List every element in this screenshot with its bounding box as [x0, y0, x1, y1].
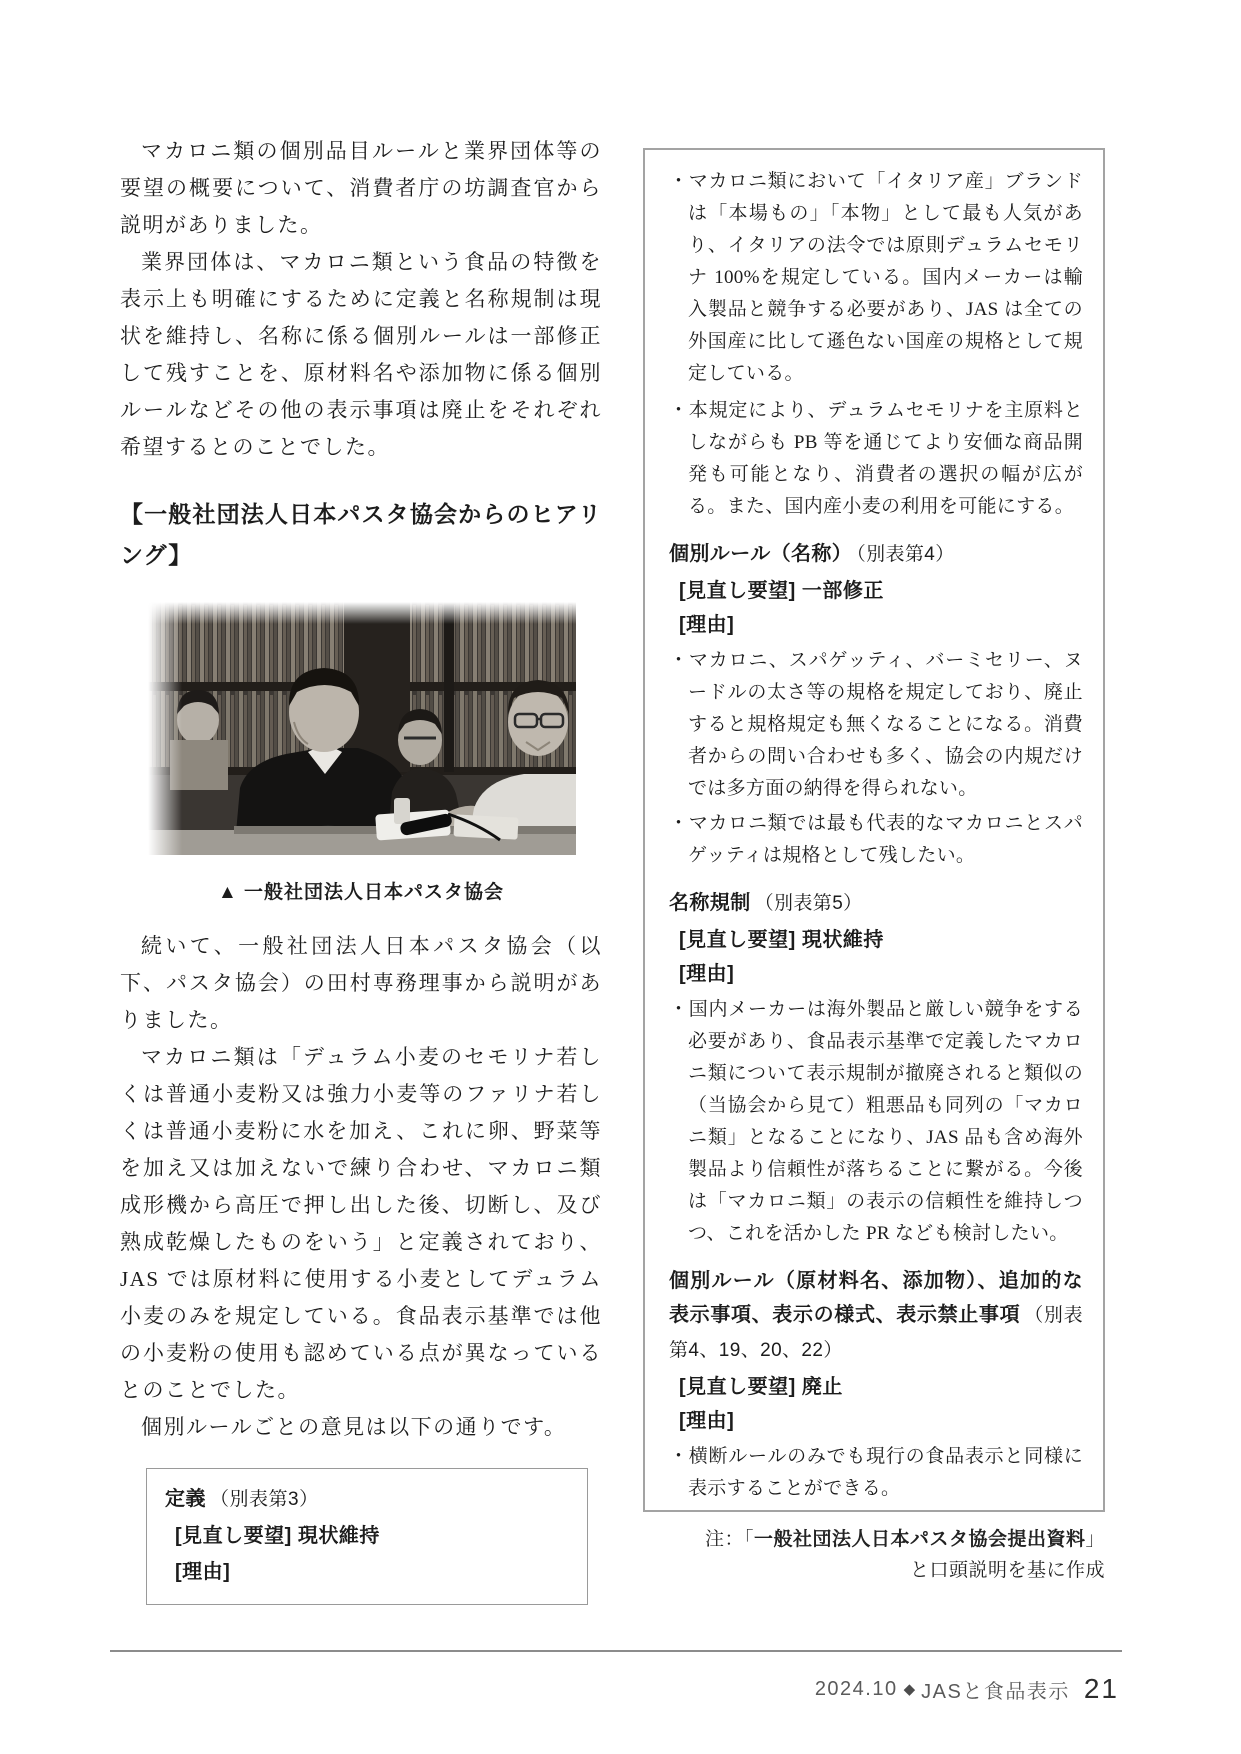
- rule-title: [669, 1264, 1083, 1368]
- source-note-line2: と口頭説明を基に作成: [909, 1560, 1105, 1581]
- rule-title-reference: （別表第5）: [754, 893, 863, 914]
- rule-title-text: 個別ルール（原材料名、添加物）、追加的な表示事項、表示の様式、表示禁止事項: [669, 1270, 1083, 1326]
- rule-title-reference: （別表第3）: [210, 1489, 319, 1510]
- rule-title: [669, 537, 1083, 572]
- paragraph: 続いて、一般社団法人日本パスタ協会（以下、パスタ協会）の田村専務理事から説明がありました。: [120, 934, 602, 1032]
- paragraph: 個別ルールごとの意見は以下の通りです。: [141, 1415, 567, 1439]
- bullet-item: ・本規定により、デュラムセモリナを主原料としながらも PB 等を通じてより安価な商品開発も可能となり、消費者の選択の幅が広がる。また、国内産小麦の利用を可能にする。: [669, 400, 1083, 517]
- source-note: [643, 1524, 1105, 1586]
- rule-section: [669, 1264, 1083, 1505]
- definition-rule-box: [146, 1468, 588, 1605]
- rule-request: [見直し要望] 廃止: [679, 1376, 843, 1398]
- bullet-item: ・マカロニ類では最も代表的なマカロニとスパゲッティは規格として残したい。: [669, 813, 1083, 866]
- rule-reason-label: [理由]: [679, 1410, 735, 1432]
- rule-request: [見直し要望] 現状維持: [679, 929, 884, 951]
- rule-reason-label: [理由]: [175, 1561, 231, 1583]
- rule-request: [見直し要望] 一部修正: [679, 580, 884, 602]
- source-note-line1: [643, 1524, 1105, 1555]
- rule-title-reference: （別表第4）: [856, 544, 955, 565]
- bullet-item: ・国内メーカーは海外製品と厳しい競争をする必要があり、食品表示基準で定義したマカロニ類について表示規制が撤廃されると類似の（当協会から見て）粗悪品も同列の「マカロニ類」となることになり、JAS 品も含め海外製品より信頼性が落ちることに繋がる。今後は「マカロニ類」の表示の信頼性を維持しつつ、これを活かした PR なども検討したい。: [669, 999, 1083, 1244]
- bullet-item: ・マカロニ類において「イタリア産」ブランドは「本場もの」「本物」として最も人気があり、イタリアの法令では原則デュラムセモリナ 100%を規定している。国内メーカーは輸入製品と競争する必要があり、JAS は全ての外国産に比して遜色ない国産の規格として規定している。: [669, 171, 1083, 384]
- footer-journal-title: JASと食品表示: [921, 1680, 1070, 1703]
- bullet-item: ・マカロニ、スパゲッティ、バーミセリー、ヌードルの太さ等の規格を規定しており、廃止すると規格規定も無くなることになる。消費者からの問い合わせも多く、協会の内規だけでは多方面の納得を得られない。: [669, 650, 1083, 799]
- hearing-opinions-box: [643, 148, 1105, 1512]
- meeting-photo-illustration: [148, 602, 576, 855]
- rule-section: [669, 537, 1083, 872]
- rule-title-text: 個別ルール（名称）: [669, 543, 853, 565]
- paragraph: マカロニ類は「デュラム小麦のセモリナ若しくは普通小麦粉又は強力小麦等のファリナ若しくは普通小麦粉に水を加え、これに卵、野菜等を加え又は加えないで練り合わせ、マカロニ類成形機から高圧で押し出した後、切断し、及び熟成乾燥したものをいう」と定義されており、JAS では原材料に使用する小麦としてデュラム小麦のみを規定している。食品表示基準では他の小麦粉の使用も認めている点が異なっているとのことでした。: [120, 1045, 602, 1402]
- note-prefix: 注：「: [704, 1529, 754, 1550]
- footer-divider: [110, 1650, 1122, 1652]
- rule-request: [見直し要望] 現状維持: [175, 1525, 380, 1547]
- paragraph: マカロニ類の個別品目ルールと業界団体等の要望の概要について、消費者庁の坊調査官から説明がありました。: [120, 139, 602, 237]
- bullet-item: ・横断ルールのみでも現行の食品表示と同様に表示することができる。: [669, 1446, 1083, 1499]
- note-suffix: 」: [1085, 1529, 1105, 1550]
- paragraph: 業界団体は、マカロニ類という食品の特徴を表示上も明確にするために定義と名称規制は現状を維持し、名称に係る個別ルールは一部修正して残すことを、原材料名や添加物に係る個別ルールなどその他の表示事項は廃止をそれぞれ希望するとのことでした。: [120, 250, 602, 459]
- rule-title: [669, 886, 1083, 921]
- photo-caption: ▲ 一般社団法人日本パスタ協会: [217, 882, 505, 903]
- note-source-title: 一般社団法人日本パスタ協会提出資料: [753, 1529, 1086, 1550]
- section-heading: 【一般社団法人日本パスタ協会からのヒアリング】: [120, 501, 602, 568]
- rule-reason-label: [理由]: [679, 614, 735, 636]
- rule-section: [669, 886, 1083, 1250]
- diamond-icon: ◆: [903, 1681, 916, 1698]
- rule-reason-label: [理由]: [679, 963, 735, 985]
- meeting-photo: [148, 602, 576, 855]
- rule-title: [165, 1481, 569, 1518]
- left-column: [120, 133, 602, 1605]
- rule-title-text: 名称規制: [669, 892, 751, 914]
- footer-issue: 2024.10: [814, 1677, 898, 1700]
- rule-title-reference: （別表第4、19、20、22）: [669, 1305, 1083, 1361]
- page-footer: [815, 1673, 1119, 1705]
- body-text-block: [120, 928, 602, 1446]
- page-number: 21: [1083, 1673, 1119, 1704]
- rule-title-text: 定義: [165, 1488, 206, 1510]
